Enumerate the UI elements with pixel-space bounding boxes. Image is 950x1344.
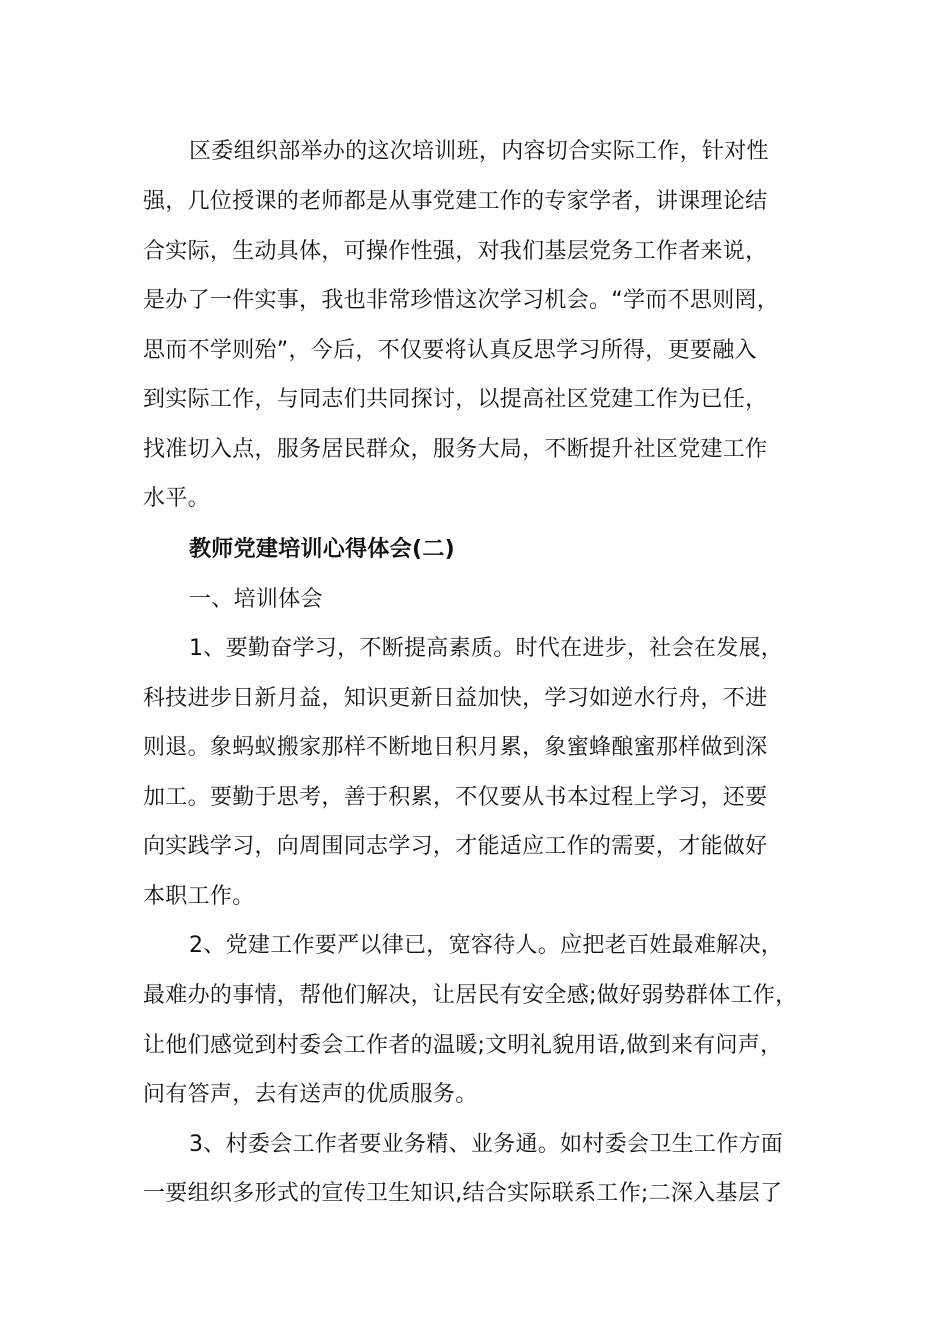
paragraph-line: 找准切入点，服务居民群众，服务大局，不断提升社区党建工作: [143, 437, 768, 462]
paragraph-line: 科技进步日新月益，知识更新日益加快，学习如逆水行舟，不进: [143, 686, 768, 711]
paragraph-line: 本职工作。: [143, 884, 255, 909]
paragraph-line: 到实际工作，与同志们共同探讨，以提高社区党建工作为已任，: [143, 387, 768, 412]
paragraph-line: 强，几位授课的老师都是从事党建工作的专家学者，讲课理论结: [143, 189, 768, 214]
paragraph-line: 1、要勤奋学习，不断提高素质。时代在进步，社会在发展，: [189, 636, 784, 661]
paragraph-line: 思而不学则殆”，今后，不仅要将认真反思学习所得，更要融入: [143, 338, 757, 363]
paragraph-line: 则退。象蚂蚁搬家那样不断地日积月累，象蜜蜂酿蜜那样做到深: [143, 735, 768, 760]
section-heading: 教师党建培训心得体会(二): [189, 537, 456, 562]
paragraph-line: 让他们感觉到村委会工作者的温暖;文明礼貌用语,做到来有问声，: [143, 1033, 783, 1058]
paragraph-line: 问有答声，去有送声的优质服务。: [143, 1082, 478, 1107]
paragraph-line: 区委组织部举办的这次培训班，内容切合实际工作，针对性: [189, 139, 769, 164]
paragraph-line: 2、党建工作要严以律已，宽容待人。应把老百姓最难解决，: [189, 933, 784, 958]
paragraph-line: 是办了一件实事，我也非常珍惜这次学习机会。“学而不思则罔，: [143, 288, 780, 313]
paragraph-line: 合实际，生动具体，可操作性强，对我们基层党务工作者来说，: [143, 239, 768, 264]
subsection-heading: 一、培训体会: [189, 587, 323, 612]
paragraph-line: 水平。: [143, 486, 210, 511]
paragraph-line: 最难办的事情，帮他们解决，让居民有安全感;做好弱势群体工作，: [143, 983, 798, 1008]
paragraph-line: 向实践学习，向周围同志学习，才能适应工作的需要，才能做好: [143, 834, 768, 859]
paragraph-line: 加工。要勤于思考，善于积累，不仅要从书本过程上学习，还要: [143, 785, 768, 810]
paragraph-line: 一要组织多形式的宣传卫生知识,结合实际联系工作;二深入基层了: [143, 1181, 783, 1206]
paragraph-line: 3、村委会工作者要业务精、业务通。如村委会卫生工作方面: [189, 1132, 784, 1157]
